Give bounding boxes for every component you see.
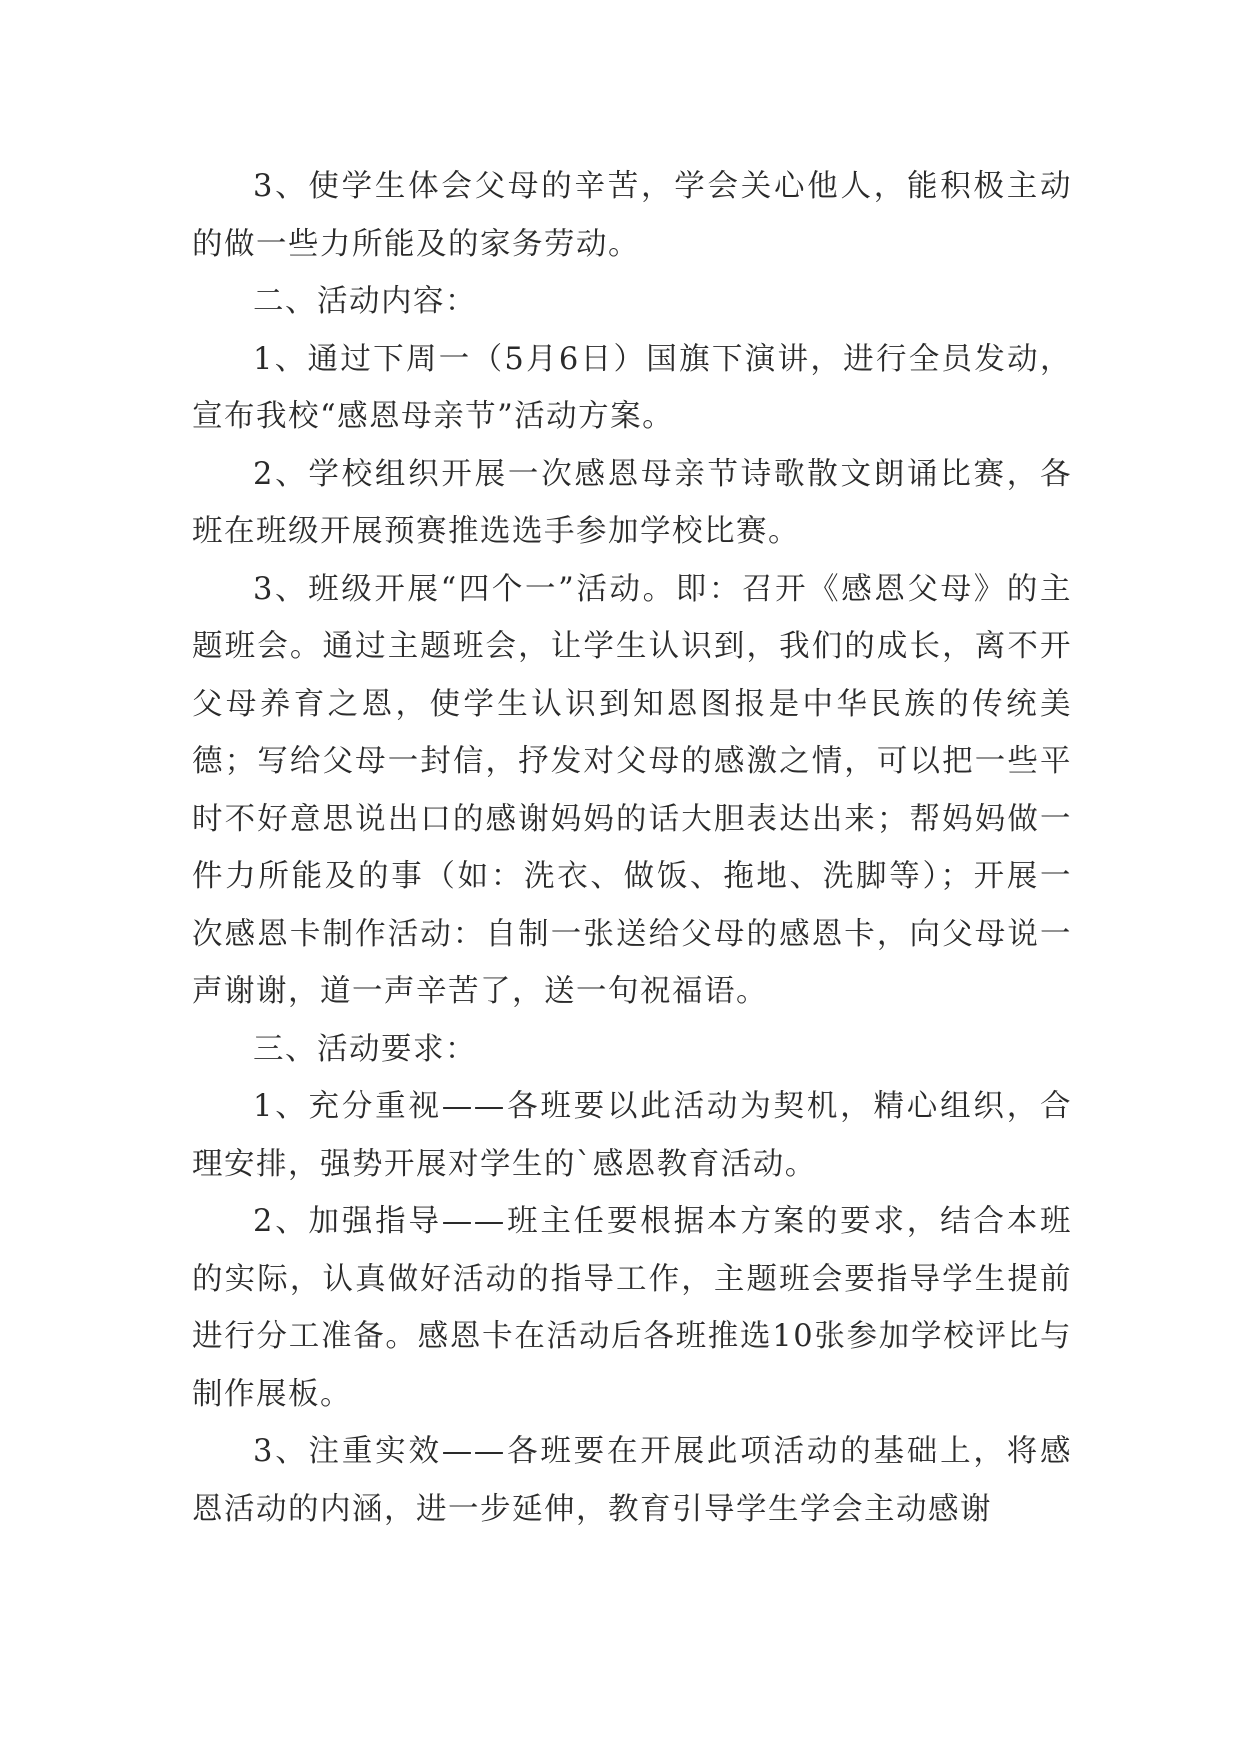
paragraph-goal-3: 3、使学生体会父母的辛苦，学会关心他人，能积极主动的做一些力所能及的家务劳动。 (192, 169, 1072, 262)
paragraph-requirement-2: 2、加强指导——班主任要根据本方案的要求，结合本班的实际，认真做好活动的指导工作，主题班会要指导学生提前进行分工准备。感恩卡在活动后各班推选10张参加学校评比与制作展板。 (192, 1204, 1072, 1412)
paragraph-content-3: 3、班级开展“四个一”活动。即：召开《感恩父母》的主题班会。通过主题班会，让学生认识到，我们的成长，离不开父母养育之恩，使学生认识到知恩图报是中华民族的传统美德；写给父母一封信，抒发对父母的感激之情，可以把一些平时不好意思说出口的感谢妈妈的话大胆表达出来；帮妈妈做一件力所能及的事（如：洗衣、做饭、拖地、洗脚等）；开展一次感恩卡制作活动：自制一张送给父母的感恩卡，向父母说一声谢谢，道一声辛苦了，送一句祝福语。 (192, 571, 1072, 1009)
heading-activity-requirements: 三、活动要求： (253, 1031, 477, 1067)
paragraph-content-1: 1、通过下周一（5月6日）国旗下演讲，进行全员发动，宣布我校“感恩母亲节”活动方案。 (192, 341, 1072, 434)
document-body (192, 158, 1072, 1538)
paragraph-content-2: 2、学校组织开展一次感恩母亲节诗歌散文朗诵比赛，各班在班级开展预赛推选选手参加学校比赛。 (192, 456, 1072, 549)
paragraph-requirement-3: 3、注重实效——各班要在开展此项活动的基础上，将感恩活动的内涵，进一步延伸，教育引导学生学会主动感谢 (192, 1434, 1072, 1527)
paragraph-requirement-1: 1、充分重视——各班要以此活动为契机，精心组织，合理安排，强势开展对学生的`感恩教育活动。 (192, 1089, 1072, 1182)
heading-activity-content: 二、活动内容： (253, 284, 477, 319)
